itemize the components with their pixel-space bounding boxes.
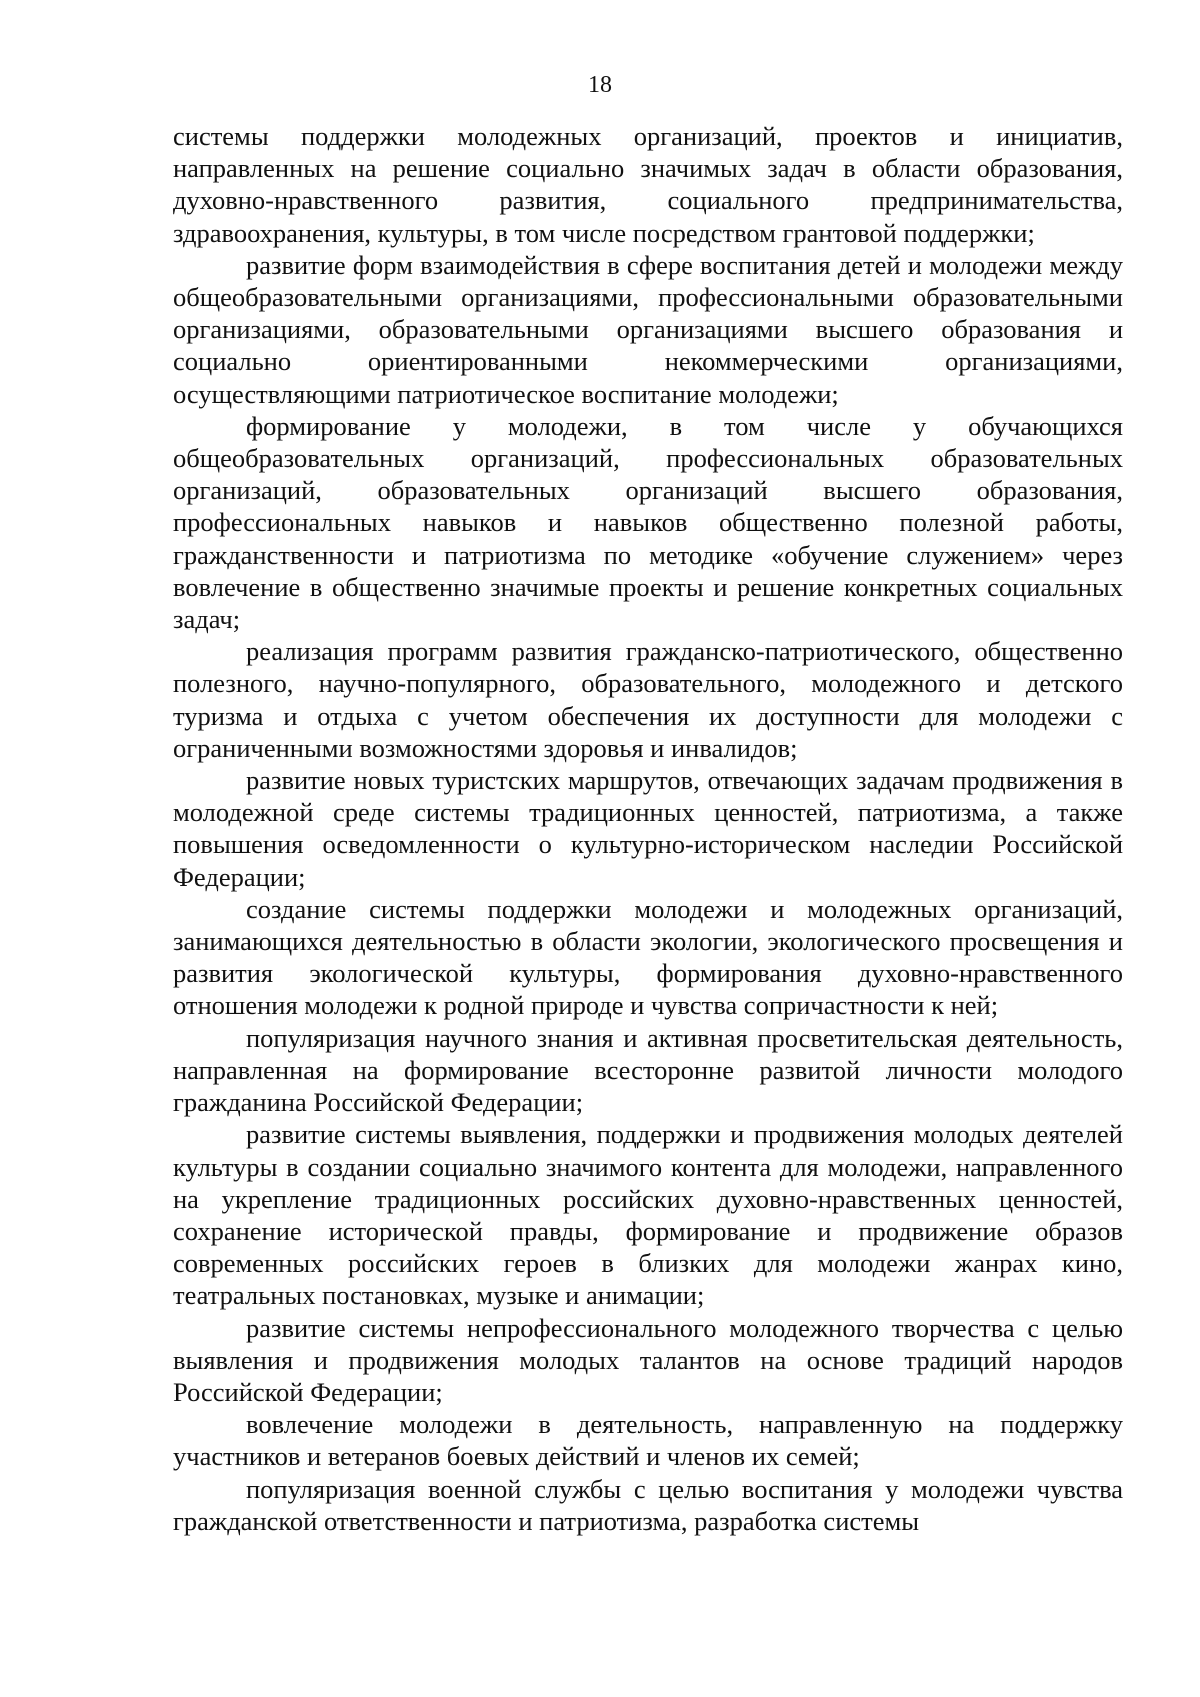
paragraph: вовлечение молодежи в деятельность, направленную на поддержку участников и ветеранов боевых действий и членов их семей; [173,1409,1123,1472]
paragraph: развитие форм взаимодействия в сфере воспитания детей и молодежи между общеобразовательными организациями, профессиональными образовательными организациями, образовательными организациями высшего образования и социально ориентированными некоммерческими организациями, осуществляющими патриотическое воспитание молодежи; [173,249,1123,409]
page-number: 18 [588,72,612,98]
paragraph: популяризация военной службы с целью воспитания у молодежи чувства гражданской ответственности и патриотизма, разработка системы [173,1473,1123,1536]
paragraph: популяризация научного знания и активная просветительская деятельность, направленная на формирование всесторонне развитой личности молодого гражданина Российской Федерации; [173,1022,1123,1118]
paragraph: реализация программ развития гражданско-патриотического, общественно полезного, научно-популярного, образовательного, молодежного и детского туризма и отдыха с учетом обеспечения их доступности для молодежи с ограниченными возможностями здоровья и инвалидов; [173,636,1123,763]
paragraph-continuation: системы поддержки молодежных организаций, проектов и инициатив, направленных на решение социально значимых задач в области образования, духовно-нравственного развития, социального предпринимательства, здравоохранения, культуры, в том числе посредством грантовой поддержки; [173,121,1123,248]
paragraph: формирование у молодежи, в том числе у обучающихся общеобразовательных организаций, профессиональных образовательных организаций, образовательных организаций высшего образования, профессиональных навыков и навыков общественно полезной работы, гражданственности и патриотизма по методике «обучение служением» через вовлечение в общественно значимые проекты и решение конкретных социальных задач; [173,410,1123,635]
paragraph: развитие системы непрофессионального молодежного творчества с целью выявления и продвижения молодых талантов на основе традиций народов Российской Федерации; [173,1312,1123,1407]
paragraph: развитие системы выявления, поддержки и продвижения молодых деятелей культуры в создании социально значимого контента для молодежи, направленного на укрепление традиционных российских духовно-нравственных ценностей, сохранение исторической правды, формирование и продвижение образов современных российских героев в близких для молодежи жанрах кино, театральных постановках, музыке и анимации; [173,1119,1123,1311]
document-body [173,120,1123,1537]
paragraph: развитие новых туристских маршрутов, отвечающих задачам продвижения в молодежной среде системы традиционных ценностей, патриотизма, а также повышения осведомленности о культурно-историческом наследии Российской Федерации; [173,765,1123,892]
paragraph: создание системы поддержки молодежи и молодежных организаций, занимающихся деятельностью в области экологии, экологического просвещения и развития экологической культуры, формирования духовно-нравственного отношения молодежи к родной природе и чувства сопричастности к ней; [173,893,1123,1021]
